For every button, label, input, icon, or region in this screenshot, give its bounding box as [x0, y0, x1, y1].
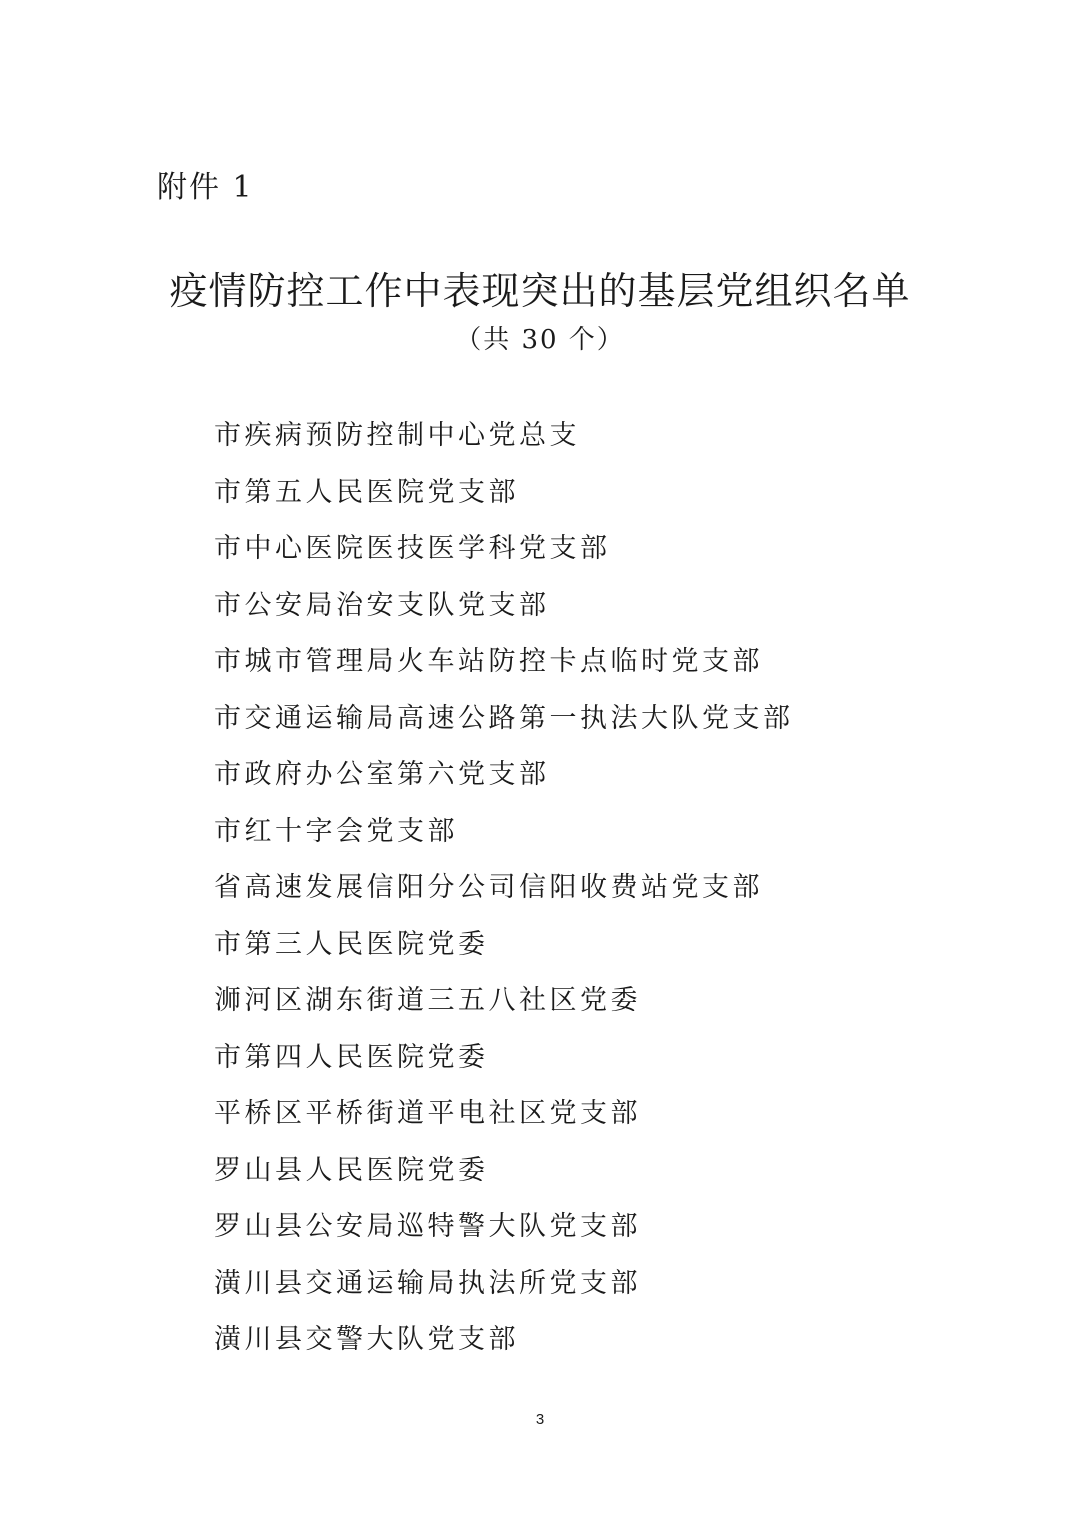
list-item: 市交通运输局高速公路第一执法大队党支部: [214, 702, 794, 734]
list-item: 平桥区平桥街道平电社区党支部: [214, 1098, 641, 1129]
list-item: 市公安局治安支队党支部: [214, 589, 550, 621]
page-number: 3: [535, 1411, 545, 1428]
list-item: 市第四人民医院党委: [214, 1041, 489, 1073]
list-item: 市中心医院医技医学科党支部: [214, 533, 611, 564]
list-item: 市城市管理局火车站防控卡点临时党支部: [214, 646, 763, 677]
list-item: 潢川县交警大队党支部: [214, 1324, 519, 1355]
organization-list: [214, 412, 794, 1373]
list-item: 罗山县人民医院党委: [214, 1154, 489, 1186]
list-item: 潢川县交通运输局执法所党支部: [214, 1267, 641, 1299]
list-item: 市红十字会党支部: [214, 815, 458, 847]
list-item: 市疾病预防控制中心党总支: [214, 420, 580, 451]
document-title: 疫情防控工作中表现突出的基层党组织名单: [169, 269, 911, 313]
list-item: 市政府办公室第六党支部: [214, 759, 550, 790]
list-item: 罗山县公安局巡特警大队党支部: [214, 1211, 641, 1242]
list-item: 市第五人民医院党支部: [214, 476, 519, 508]
list-item: 省高速发展信阳分公司信阳收费站党支部: [214, 872, 763, 903]
list-item: 浉河区湖东街道三五八社区党委: [214, 985, 641, 1016]
list-item: 市第三人民医院党委: [214, 928, 489, 960]
document-subtitle: （共 30 个）: [455, 325, 625, 355]
attachment-label: 附件 1: [157, 170, 254, 205]
